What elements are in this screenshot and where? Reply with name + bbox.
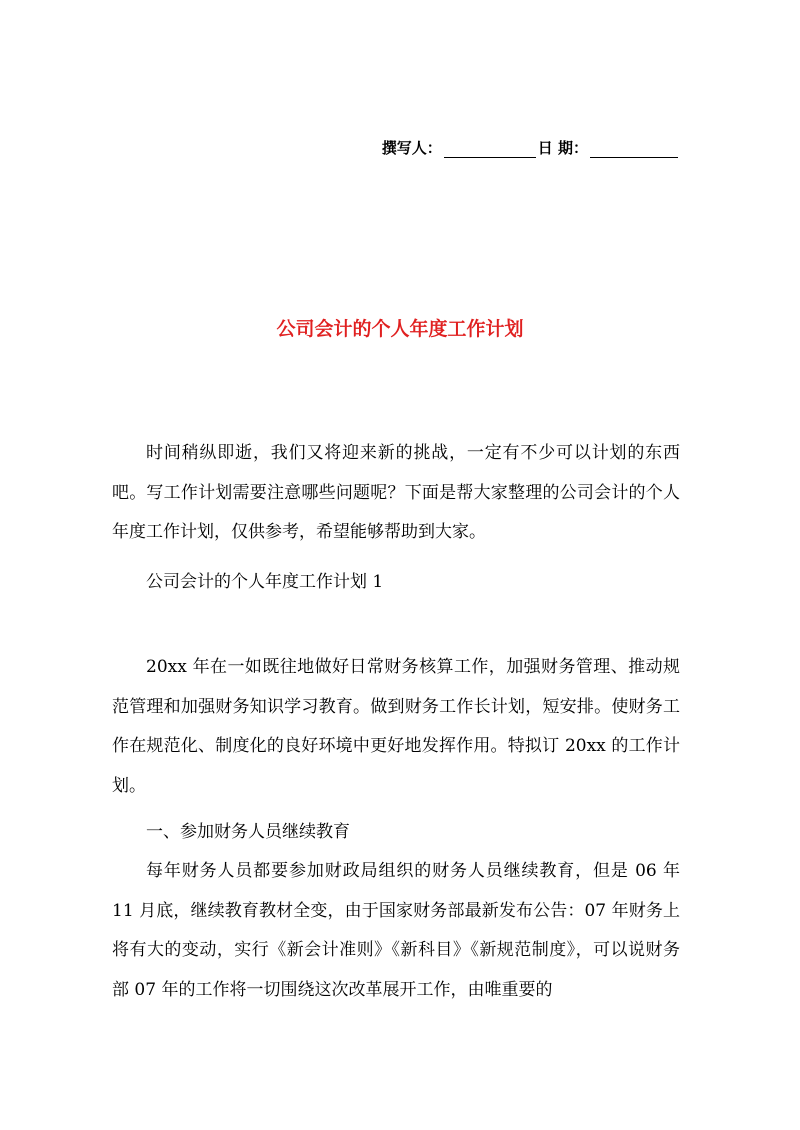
date-label: 日 期： — [537, 139, 588, 157]
sub-heading-text: 公司会计的个人年度工作计划 1 — [146, 572, 384, 592]
section-heading — [112, 813, 680, 853]
intro-text: 时间稍纵即逝，我们又将迎来新的挑战，一定有不少可以计划的东西吧。写工作计划需要注意哪些问题呢？下面是帮大家整理的公司会计的个人年度工作计划，仅供参考，希望能够帮助到大家。 — [112, 443, 680, 542]
author-label: 撰写人： — [381, 139, 442, 157]
body-paragraph — [112, 852, 680, 1010]
body-paragraph-text: 20xx 年在一如既往地做好日常财务核算工作，加强财务管理、推动规范管理和加强财务知识学习教育。做到财务工作长计划，短安排。使财务工作在规范化、制度化的良好环境中更好地发挥作用。特拟订 20xx 的工作计划。 — [112, 657, 680, 796]
intro-paragraph — [112, 434, 680, 553]
body-paragraph-text: 每年财务人员都要参加财政局组织的财务人员继续教育，但是 06 年 11 月底，继续教育教材全变，由于国家财务部最新发布公告：07 年财务上将有大的变动，实行《新会计准则》《新科目》《新规范制度》，可以说财务部 07 年的工作将一切围绕这次改革展开工作，由唯重要的 — [112, 861, 680, 1000]
document-title: 公司会计的个人年度工作计划 — [276, 318, 524, 340]
date-blank — [590, 142, 678, 158]
sub-heading — [112, 563, 680, 603]
document-header — [382, 137, 680, 158]
body-paragraph — [112, 648, 680, 806]
author-blank — [444, 142, 536, 158]
section-heading-text: 一、参加财务人员继续教育 — [146, 822, 350, 842]
